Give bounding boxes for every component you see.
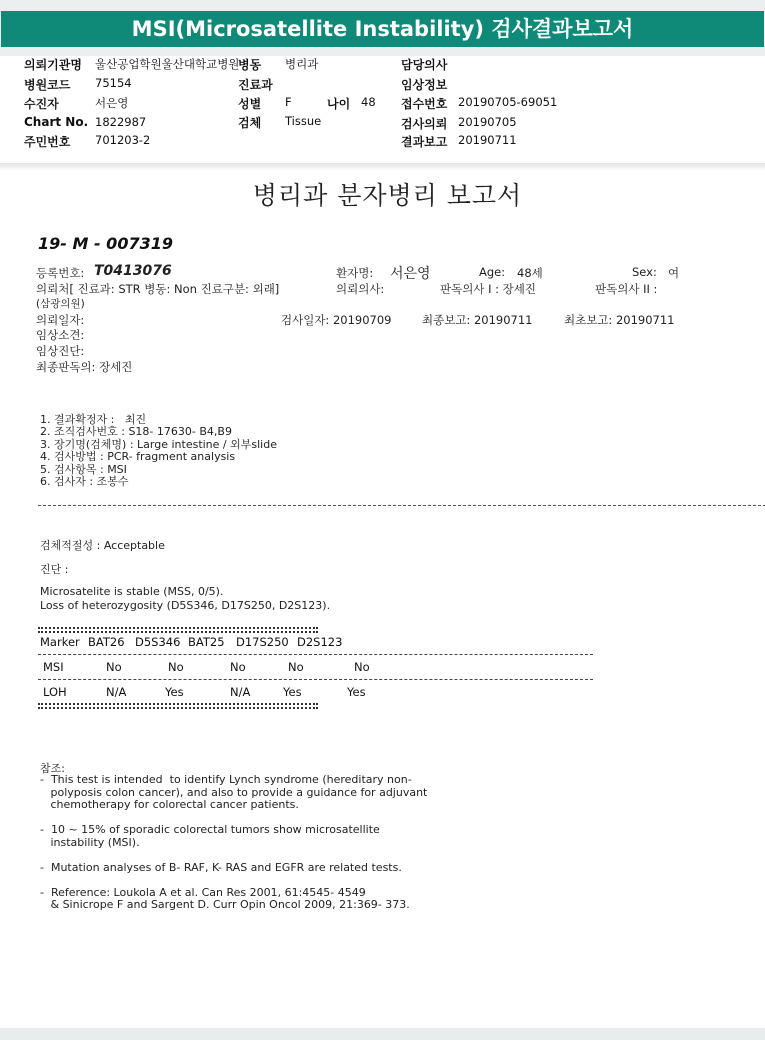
- table-cell: No: [106, 660, 122, 674]
- request-date-value: 20190705: [458, 115, 517, 129]
- reference-line: chemotherapy for colorectal cancer patients.: [40, 798, 299, 811]
- reg-no-label: 등록번호:: [36, 266, 85, 280]
- requester-sub: (삼광의원): [36, 298, 85, 310]
- page-footer: [0, 1028, 765, 1040]
- dept-label: 진료과: [238, 78, 273, 92]
- sex-text: 여: [668, 266, 680, 280]
- col-header: BAT25: [188, 635, 225, 649]
- diagnosis-line-1: Microsatelite is stable (MSS, 0/5).: [40, 585, 224, 598]
- col-header: D5S346: [135, 635, 181, 649]
- specimen-label: 검체: [238, 116, 262, 130]
- reference-line: polyposis colon cancer), and also to provide a guidance for adjuvant: [40, 786, 428, 799]
- table-cell: Yes: [283, 685, 302, 699]
- resident-no-value: 701203-2: [95, 133, 151, 147]
- reference-line: - 10 ~ 15% of sporadic colorectal tumors show microsatellite: [40, 823, 380, 836]
- header-divider: [0, 163, 765, 171]
- item-4: 4. 검사방법 : PCR- fragment analysis: [40, 450, 236, 463]
- clinical-diagnosis: 임상진단:: [36, 344, 85, 358]
- table-cell: N/A: [230, 685, 251, 699]
- table-cell: Yes: [165, 685, 184, 699]
- requesting-doctor: 의뢰의사:: [336, 282, 385, 296]
- table-cell: LOH: [43, 685, 67, 699]
- first-report-date: 최초보고: 20190711: [564, 313, 675, 327]
- request-date: 의뢰일자:: [36, 313, 85, 327]
- specimen-value: Tissue: [285, 114, 322, 128]
- reference-line: instability (MSI).: [40, 836, 140, 849]
- table-top-rule: [38, 627, 318, 633]
- reference-line: - This test is intended to identify Lynch syndrome (hereditary non-: [40, 773, 412, 786]
- report-header: [0, 0, 765, 56]
- reference-line: & Sinicrope F and Sargent D. Curr Opin Oncol 2009, 21:369- 373.: [40, 898, 410, 911]
- resident-no-label: 주민번호: [24, 135, 71, 149]
- sex-title: Sex:: [632, 265, 657, 279]
- table-cell: No: [230, 660, 246, 674]
- doctor-label: 담당의사: [401, 58, 448, 72]
- item-3: 3. 장기명(검체명) : Large intestine / 외부slide: [40, 438, 277, 451]
- patient-label: 수진자: [24, 97, 59, 111]
- age-value: 48: [361, 95, 376, 109]
- col-header: D17S250: [236, 635, 289, 649]
- report-date-label: 결과보고: [401, 135, 448, 149]
- table-cell: N/A: [106, 685, 127, 699]
- diagnosis-label: 진단 :: [40, 563, 69, 576]
- item-6: 6. 검사자 : 조봉수: [40, 475, 129, 488]
- final-report-date: 최종보고: 20190711: [422, 313, 533, 327]
- reference-line: - Mutation analyses of B- RAF, K- RAS and EGFR are related tests.: [40, 861, 402, 874]
- report-date-value: 20190711: [458, 133, 517, 147]
- age-title: Age:: [479, 265, 506, 279]
- item-2: 2. 조직검사번호 : S18- 17630- B4,B9: [40, 425, 232, 438]
- ward-value: 병리과: [285, 57, 319, 71]
- reg-no-value: T0413076: [94, 263, 172, 279]
- reader-1: 판독의사 I : 장세진: [440, 282, 536, 296]
- patient-name-value: 서은영: [390, 266, 431, 282]
- final-reader: 최종판독의: 장세진: [36, 360, 133, 374]
- chart-no-label: Chart No.: [24, 115, 89, 129]
- reader-2: 판독의사 II :: [595, 282, 658, 296]
- table-bottom-rule: [38, 703, 318, 709]
- sex-value: F: [285, 95, 292, 109]
- hospital-label: 의뢰기관명: [24, 58, 82, 72]
- report-title: 병리과 분자병리 보고서: [252, 181, 523, 210]
- requester-line: 의뢰처[ 진료과: STR 병동: Non 진료구분: 외래]: [36, 282, 280, 296]
- hospital-value: 울산공업학원울산대학교병원: [95, 57, 240, 71]
- adequacy: 검체적절성 : Acceptable: [40, 539, 165, 552]
- age-text: 48세: [517, 266, 543, 280]
- ward-label: 병동: [238, 58, 262, 72]
- col-header: BAT26: [88, 635, 125, 649]
- request-date-label: 검사의뢰: [401, 117, 448, 131]
- header-title: MSI(Microsatellite Instability) 검사결과보고서: [1, 11, 764, 47]
- chart-no-value: 1822987: [95, 115, 147, 129]
- patient-value: 서은영: [95, 96, 129, 110]
- table-cell: No: [168, 660, 184, 674]
- diagnosis-line-2: Loss of heterozygosity (D5S346, D17S250, D2S123).: [40, 599, 331, 612]
- table-rule: [38, 654, 593, 655]
- hospital-code-value: 75154: [95, 76, 132, 90]
- section-divider: [38, 505, 765, 506]
- age-label: 나이: [327, 97, 351, 111]
- sex-label: 성별: [238, 97, 262, 111]
- reference-line: - Reference: Loukola A et al. Can Res 2001, 61:4545- 4549: [40, 886, 366, 899]
- col-header: Marker: [40, 635, 80, 649]
- table-rule: [38, 679, 593, 680]
- hospital-code-label: 병원코드: [24, 78, 71, 92]
- item-5: 5. 검사항목 : MSI: [40, 463, 127, 476]
- clinical-findings: 임상소견:: [36, 328, 85, 342]
- patient-name-label: 환자명:: [336, 266, 374, 280]
- col-header: D2S123: [297, 635, 343, 649]
- exam-date: 검사일자: 20190709: [281, 313, 392, 327]
- table-cell: Yes: [347, 685, 366, 699]
- table-cell: MSI: [43, 660, 64, 674]
- table-cell: No: [288, 660, 304, 674]
- receipt-no-label: 접수번호: [401, 97, 448, 111]
- item-1: 1. 결과확정자 : 최진: [40, 413, 147, 426]
- table-cell: No: [354, 660, 370, 674]
- clinical-info-label: 임상정보: [401, 78, 448, 92]
- receipt-no-value: 20190705-69051: [458, 95, 558, 109]
- accession-number: 19- M - 007319: [38, 234, 173, 253]
- reference-label: 참조:: [40, 762, 65, 775]
